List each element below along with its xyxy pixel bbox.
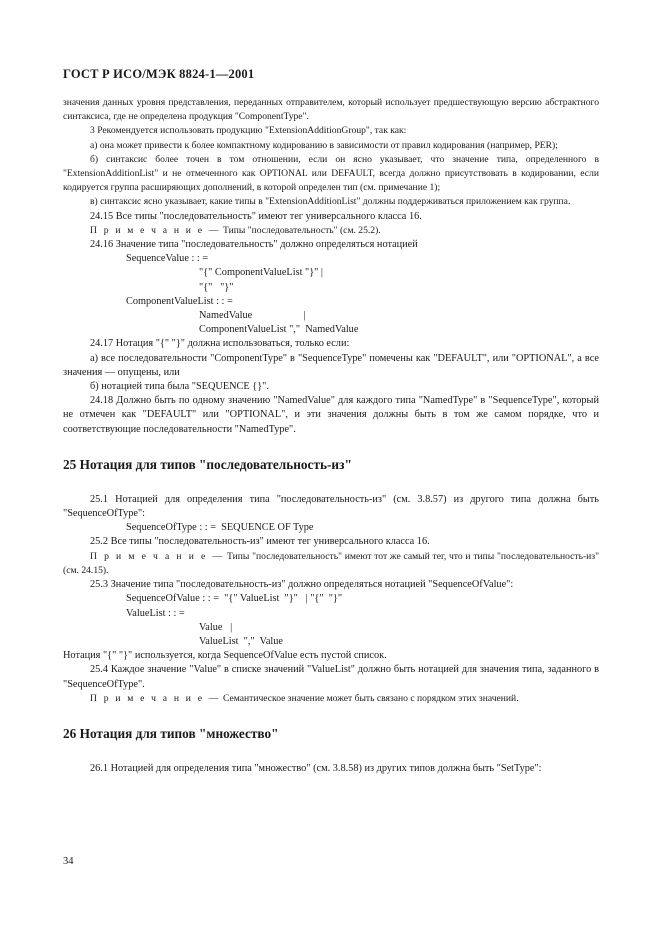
code-line: ComponentValueList "," NamedValue bbox=[199, 324, 359, 336]
code-line: NamedValue | bbox=[199, 310, 306, 322]
paragraph: 3 Рекомендуется использовать продукцию "ExtensionAdditionGroup", так как: bbox=[90, 125, 407, 137]
document-body bbox=[63, 96, 599, 776]
paragraph: 25.4 Каждое значение "Value" в списке значений "ValueList" должно быть нотацией для значения типа, заданного в "SequenceOfType". bbox=[63, 664, 599, 690]
paragraph: 25.1 Нотацией для определения типа "последовательность-из" (см. 3.8.57) из другого типа должна быть "SequenceOfType": bbox=[63, 493, 599, 520]
paragraph: б) синтаксис более точен в том отношении, если он ясно указывает, что значение типа, определенного в "ExtensionAdditionList" и не отмеченного как OPTIONAL или DEFAULT, всегда должно присутствовать в кодировании, если кодируется группа расширяющих дополнений, в которой определен тип (см. примечание 1); bbox=[63, 153, 599, 194]
code-line: SequenceOfType : : = SEQUENCE OF Type bbox=[126, 522, 314, 534]
code-line: SequenceOfValue : : = "{" ValueList "}" | "{" "}" bbox=[126, 593, 343, 605]
note-text: Семантическое значение может быть связано с порядком этих значений. bbox=[220, 692, 519, 704]
section-heading-25: 25 Нотация для типов "последовательность-из" bbox=[63, 456, 352, 472]
paragraph: а) все последовательности "ComponentType" в "SequenceType" помечены как "DEFAULT", или "OPTIONAL", а все значения — опущены, или bbox=[63, 352, 599, 378]
code-line: SequenceValue : : = bbox=[126, 253, 209, 265]
note-label: П р и м е ч а н и е — bbox=[90, 550, 225, 562]
paragraph: 24.17 Нотация "{" "}" должна использоваться, только если: bbox=[90, 338, 350, 350]
paragraph: значения данных уровня представления, переданных отправителем, который использует предшествующую версию абстрактного синтаксиса, где не определена продукция "ComponentType". bbox=[63, 97, 599, 123]
paragraph: 24.15 Все типы "последовательность" имеют тег универсального класса 16. bbox=[90, 210, 422, 222]
paragraph: б) нотацией типа была "SEQUENCE {}". bbox=[90, 381, 269, 393]
paragraph: Нотация "{" "}" используется, когда SequenceOfValue есть пустой список. bbox=[63, 650, 387, 662]
note bbox=[63, 692, 599, 706]
code-line: "{" "}" bbox=[199, 281, 234, 293]
code-line: Value | bbox=[199, 621, 233, 633]
page-number: 34 bbox=[63, 856, 74, 867]
document-header: ГОСТ Р ИСО/МЭК 8824-1—2001 bbox=[63, 67, 255, 81]
code-line: ComponentValueList : : = bbox=[126, 295, 233, 307]
paragraph: 24.18 Должно быть по одному значению "NamedValue" для каждого типа "NamedType" в "SequenceType", который не отмечен как "DEFAULT" или "OPTIONAL", и эти значения должны быть в том же самом порядке, что и соответствующие последовательности "NamedType". bbox=[63, 395, 599, 435]
note bbox=[63, 224, 599, 238]
note bbox=[63, 550, 599, 578]
section-heading-26: 26 Нотация для типов "множество" bbox=[63, 725, 279, 741]
code-line: ValueList : : = bbox=[126, 607, 185, 619]
note-text: Типы "последовательность" имеют тот же самый тег, что и типы "последовательность-из" (см. 24.15). bbox=[63, 550, 600, 576]
paragraph: 26.1 Нотацией для определения типа "множество" (см. 3.8.58) из других типов должна быть "SetType": bbox=[90, 762, 542, 774]
note-label: П р и м е ч а н и е — bbox=[90, 224, 221, 236]
note-label: П р и м е ч а н и е — bbox=[90, 692, 221, 704]
note-text: Типы "последовательность" (см. 25.2). bbox=[220, 224, 381, 236]
paragraph: 24.16 Значение типа "последовательность" должно определяться нотацией bbox=[90, 239, 418, 251]
paragraph: 25.3 Значение типа "последовательность-из" должно определяться нотацией "SequenceOfValue": bbox=[90, 579, 514, 591]
paragraph: а) она может привести к более компактному кодированию в зависимости от правил кодирования (например, PER); bbox=[90, 139, 558, 151]
code-line: ValueList "," Value bbox=[199, 635, 283, 647]
paragraph: 25.2 Все типы "последовательность-из" имеют тег универсального класса 16. bbox=[90, 536, 430, 548]
code-line: "{" ComponentValueList "}" | bbox=[199, 267, 323, 279]
paragraph: в) синтаксис ясно указывает, какие типы в "ExtensionAdditionList" должны поддерживаться приложением как группа. bbox=[90, 196, 571, 208]
